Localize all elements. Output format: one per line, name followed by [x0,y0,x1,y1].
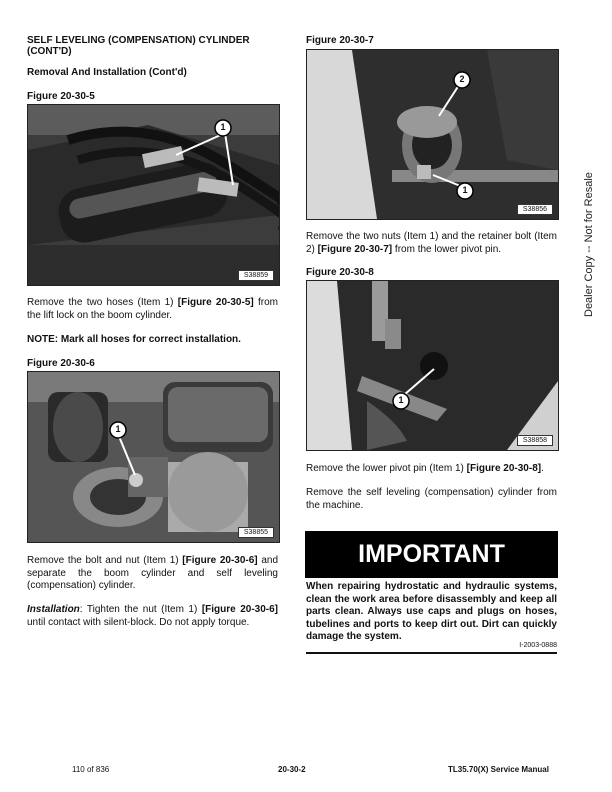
important-banner: IMPORTANT [305,531,558,578]
section-subtitle: Removal And Installation (Cont'd) [27,67,187,78]
lower-pivot-pin-image [307,281,558,450]
figure-20-30-8-photo [306,280,559,451]
divider [306,652,557,654]
paragraph-remove-pivot-pin: Remove the lower pivot pin (Item 1) [Figure 20-30-8]. [306,463,544,474]
callout-2: 2 [459,74,465,84]
figure-20-30-7-photo [306,49,559,220]
callout-1: 1 [220,122,226,132]
note: NOTE: Mark all hoses for correct installation. [27,334,241,345]
callout-1: 1 [398,395,404,405]
page-of: 110 of 836 [72,765,110,774]
figure-caption-20-30-5: Figure 20-30-5 [27,91,95,102]
image-code: S38855 [238,527,274,538]
callout-1: 1 [115,424,121,434]
image-code: S38859 [238,270,274,281]
callout-1: 1 [462,185,468,195]
paragraph-remove-bolt: Remove the bolt and nut (Item 1) [Figure 20-30-6] and separate the boom cylinder and self leveling (compensation) cylinder. [27,555,279,592]
figure-20-30-6-photo [27,371,280,543]
figure-caption-20-30-7: Figure 20-30-7 [306,35,374,46]
paragraph-installation: Installation: Tighten the nut (Item 1) [Figure 20-30-6] until contact with silent-block. Do not apply torque. [27,604,278,628]
manual-title: TL35.70(X) Service Manual [448,765,549,774]
bolt-and-nut-image [28,372,279,542]
figure-caption-20-30-8: Figure 20-30-8 [306,267,374,278]
retainer-bolt-image [307,50,558,219]
figure-caption-20-30-6: Figure 20-30-6 [27,358,95,369]
side-watermark: Dealer Copy -- Not for Resale [583,172,595,317]
paragraph-remove-hoses: Remove the two hoses (Item 1) [Figure 20-30-5] from the lift lock on the boom cylinder. [27,297,278,321]
paragraph-remove-cylinder: Remove the self leveling (compensation) cylinder from the machine. [306,487,557,511]
important-text: When repairing hydrostatic and hydraulic systems, clean the work area before disassembly and keep all parts clean. Always use caps and plugs on hoses, tubelines and ports to keep dirt out. Dirt can quickly damage the system. [306,581,557,642]
paragraph-remove-nuts: Remove the two nuts (Item 1) and the retainer bolt (Item 2) [Figure 20-30-7] from the lower pivot pin. [306,231,557,255]
image-code: S38858 [517,435,553,446]
image-code: S38856 [517,204,553,215]
figure-20-30-5-photo [27,104,280,286]
hoses-on-boom-cylinder-image [28,105,279,285]
section-title: SELF LEVELING (COMPENSATION) CYLINDER (CONT'D) [27,35,250,57]
section-number: 20-30-2 [278,765,306,774]
important-code: I-2003-0888 [519,642,557,649]
